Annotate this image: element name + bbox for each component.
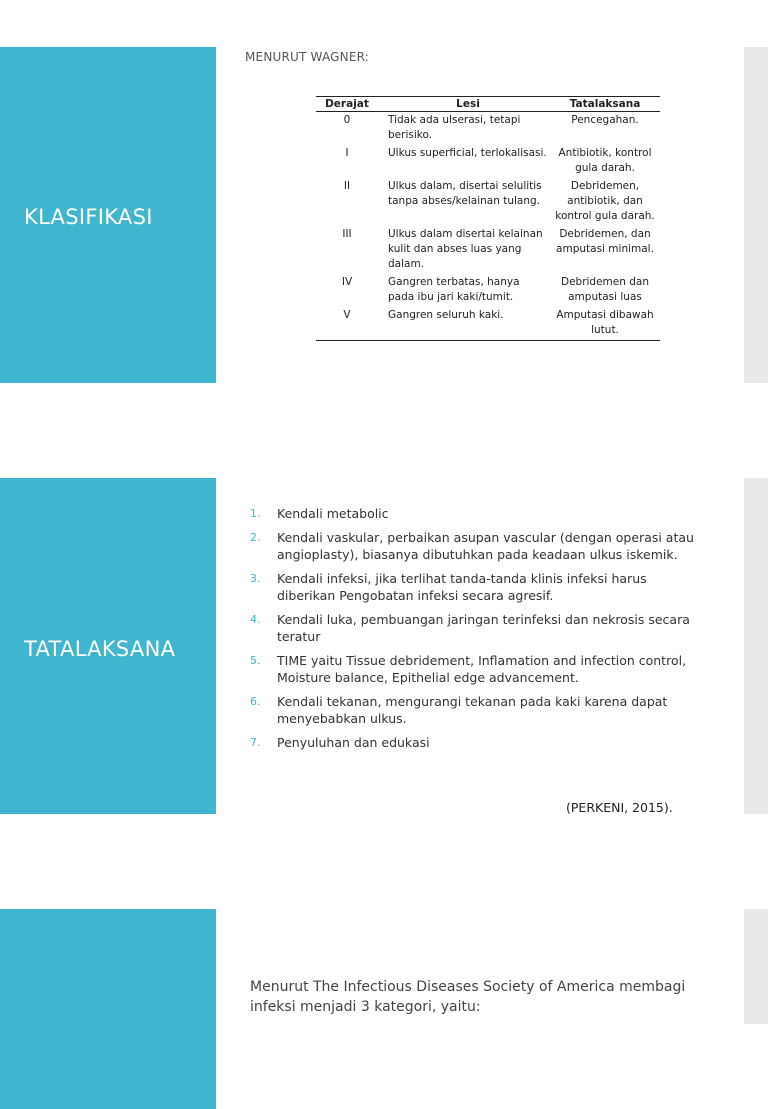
- cell-derajat: III: [342, 228, 352, 240]
- cell-tatalaksana: Debridemen dan amputasi luas: [560, 276, 649, 303]
- table-header-row: [316, 97, 660, 112]
- header-lesi: Lesi: [456, 98, 480, 110]
- wagner-table: [316, 96, 660, 341]
- cell-lesi: Ulkus dalam disertai kelainan kulit dan abses luas yang dalam.: [388, 228, 543, 270]
- cell-tatalaksana: Amputasi dibawah lutut.: [550, 307, 660, 341]
- cell-lesi: Tidak ada ulserasi, tetapi berisiko.: [388, 114, 521, 141]
- list-item: [250, 611, 698, 645]
- cell-derajat: I: [345, 147, 349, 159]
- table-row: [316, 274, 660, 307]
- list-number: 7.: [250, 736, 261, 749]
- cell-tatalaksana: Debridemen, dan amputasi minimal.: [556, 228, 654, 255]
- cell-tatalaksana: Pencegahan.: [571, 114, 639, 126]
- next-slide-edge: [744, 47, 768, 383]
- list-text: TIME yaitu Tissue debridement, Inflamation and infection control, Moisture balance, Epithelial edge advancement.: [277, 653, 687, 685]
- list-item: [250, 570, 698, 604]
- cell-lesi: Ulkus dalam, disertai selulitis tanpa abses/kelainan tulang.: [388, 180, 542, 207]
- list-item: [250, 734, 698, 751]
- table-row: [316, 226, 660, 274]
- list-number: 4.: [250, 613, 261, 626]
- slide-infeksi: [0, 909, 768, 1109]
- title-band: [0, 909, 216, 1109]
- cell-tatalaksana: Antibiotik, kontrol gula darah.: [558, 147, 652, 174]
- table-row: [316, 307, 660, 341]
- cell-tatalaksana: Debridemen, antibiotik, dan kontrol gula darah.: [555, 180, 655, 222]
- list-number: 1.: [250, 507, 261, 520]
- title-band: [0, 47, 216, 383]
- cell-lesi: Gangren seluruh kaki.: [378, 307, 550, 341]
- list-text: Kendali metabolic: [277, 506, 389, 521]
- list-item: [250, 652, 698, 686]
- list-text: Kendali luka, pembuangan jaringan terinfeksi dan nekrosis secara teratur: [277, 612, 690, 644]
- list-text: Kendali infeksi, jika terlihat tanda-tanda klinis infeksi harus diberikan Pengobatan infeksi secara agresif.: [277, 571, 647, 603]
- list-number: 2.: [250, 531, 261, 544]
- header-tatalaksana: Tatalaksana: [569, 98, 641, 110]
- next-slide-edge: [744, 478, 768, 814]
- header-derajat: Derajat: [325, 98, 369, 110]
- table-row: [316, 178, 660, 226]
- slide-tatalaksana: [0, 478, 768, 814]
- slide-klasifikasi: [0, 47, 768, 383]
- list-item: [250, 505, 698, 522]
- cell-derajat: II: [343, 180, 351, 192]
- table-row: [316, 112, 660, 146]
- cell-derajat: V: [316, 307, 378, 341]
- list-number: 6.: [250, 695, 261, 708]
- list-text: Penyuluhan dan edukasi: [277, 735, 430, 750]
- list-text: Kendali vaskular, perbaikan asupan vascular (dengan operasi atau angioplasty), biasanya dibutuhkan pada keadaan ulkus iskemik.: [277, 530, 694, 562]
- table-row: [316, 145, 660, 178]
- list-text: Kendali tekanan, mengurangi tekanan pada kaki karena dapat menyebabkan ulkus.: [277, 694, 668, 726]
- list-item: [250, 529, 698, 563]
- citation: (PERKENI, 2015).: [566, 800, 673, 815]
- body-text: Menurut The Infectious Diseases Society of America membagi infeksi menjadi 3 kategori, yaitu:: [250, 979, 686, 1015]
- cell-lesi: Gangren terbatas, hanya pada ibu jari kaki/tumit.: [388, 276, 520, 303]
- cell-derajat: 0: [343, 114, 351, 126]
- tatalaksana-list: [250, 505, 698, 758]
- title-band: [0, 478, 216, 814]
- list-number: 5.: [250, 654, 261, 667]
- list-number: 3.: [250, 572, 261, 585]
- cell-derajat: IV: [341, 276, 353, 288]
- slide-title: KLASIFIKASI: [24, 205, 153, 229]
- cell-lesi: Ulkus superficial, terlokalisasi.: [388, 147, 547, 159]
- slide-title: TATALAKSANA: [24, 637, 176, 661]
- table-caption: MENURUT WAGNER:: [245, 50, 370, 64]
- list-item: [250, 693, 698, 727]
- next-slide-edge: [744, 909, 768, 1024]
